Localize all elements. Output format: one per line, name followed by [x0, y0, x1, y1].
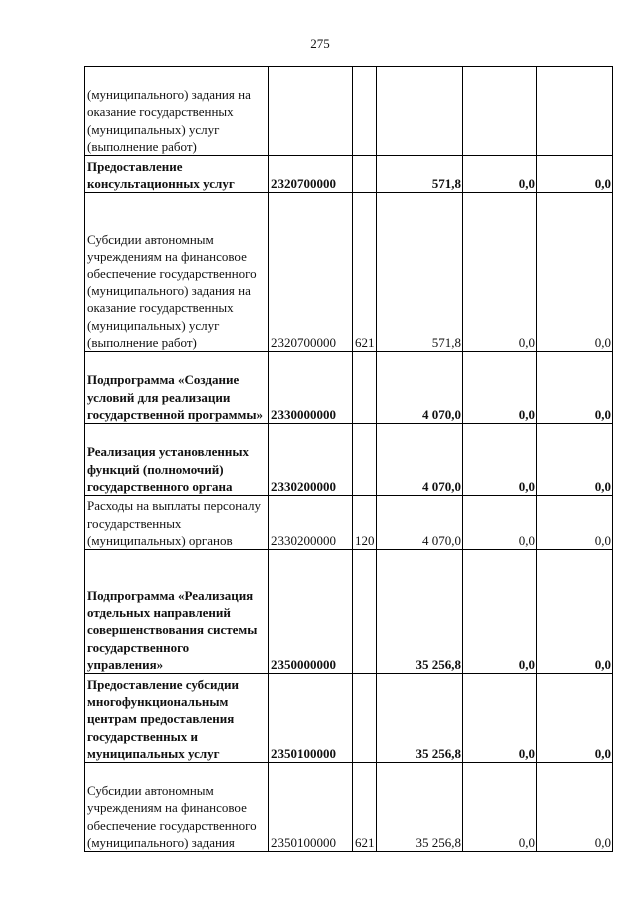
row-amount-3-cell: 0,0 — [537, 424, 613, 496]
row-amount-3-cell: 0,0 — [537, 156, 613, 193]
row-amount-3-cell: 0,0 — [537, 193, 613, 352]
table-row — [85, 352, 613, 424]
row-amount-1-cell: 35 256,8 — [377, 550, 463, 674]
table-row — [85, 674, 613, 763]
row-name-cell: Реализация установленных функций (полномочий) государственного органа — [85, 424, 269, 496]
row-amount-1-cell: 35 256,8 — [377, 763, 463, 852]
row-amount-1-cell — [377, 67, 463, 156]
row-amount-3-cell: 0,0 — [537, 550, 613, 674]
row-amount-2-cell: 0,0 — [463, 193, 537, 352]
row-expense-type-cell: 621 — [353, 763, 377, 852]
row-name-cell: (муниципального) задания на оказание государственных (муниципальных) услуг (выполнение работ) — [85, 67, 269, 156]
row-code-cell: 2330200000 — [269, 424, 353, 496]
row-amount-2-cell: 0,0 — [463, 352, 537, 424]
row-expense-type-cell — [353, 550, 377, 674]
row-amount-1-cell: 4 070,0 — [377, 352, 463, 424]
row-code-cell: 2330000000 — [269, 352, 353, 424]
row-amount-2-cell: 0,0 — [463, 424, 537, 496]
row-name-cell: Предоставление консультационных услуг — [85, 156, 269, 193]
row-amount-1-cell: 571,8 — [377, 193, 463, 352]
table-row — [85, 424, 613, 496]
row-code-cell: 2350100000 — [269, 674, 353, 763]
row-amount-2-cell: 0,0 — [463, 550, 537, 674]
row-amount-2-cell: 0,0 — [463, 674, 537, 763]
row-expense-type-cell — [353, 674, 377, 763]
row-code-cell: 2350000000 — [269, 550, 353, 674]
row-code-cell: 2330200000 — [269, 496, 353, 550]
row-code-cell: 2320700000 — [269, 156, 353, 193]
row-name-cell: Субсидии автономным учреждениям на финансовое обеспечение государственного (муниципального) задания на оказание государственных (муниципальных) услуг (выполнение работ) — [85, 193, 269, 352]
budget-table-body — [85, 67, 613, 852]
row-amount-3-cell: 0,0 — [537, 763, 613, 852]
table-row — [85, 550, 613, 674]
row-name-cell: Предоставление субсидии многофункциональным центрам предоставления государственных и муниципальных услуг — [85, 674, 269, 763]
row-expense-type-cell — [353, 67, 377, 156]
row-amount-3-cell — [537, 67, 613, 156]
row-expense-type-cell — [353, 424, 377, 496]
row-amount-2-cell — [463, 67, 537, 156]
row-amount-1-cell: 4 070,0 — [377, 424, 463, 496]
row-amount-3-cell: 0,0 — [537, 352, 613, 424]
row-expense-type-cell — [353, 156, 377, 193]
row-code-cell: 2350100000 — [269, 763, 353, 852]
row-amount-3-cell: 0,0 — [537, 674, 613, 763]
row-name-cell: Подпрограмма «Создание условий для реализации государственной программы» — [85, 352, 269, 424]
row-name-cell: Субсидии автономным учреждениям на финансовое обеспечение государственного (муниципального) задания — [85, 763, 269, 852]
row-code-cell: 2320700000 — [269, 193, 353, 352]
row-amount-2-cell: 0,0 — [463, 763, 537, 852]
row-amount-2-cell: 0,0 — [463, 156, 537, 193]
table-row — [85, 193, 613, 352]
row-amount-1-cell: 571,8 — [377, 156, 463, 193]
page-number: 275 — [310, 36, 330, 51]
table-row — [85, 67, 613, 156]
table-row — [85, 156, 613, 193]
row-code-cell — [269, 67, 353, 156]
row-expense-type-cell: 120 — [353, 496, 377, 550]
row-amount-3-cell: 0,0 — [537, 496, 613, 550]
row-expense-type-cell: 621 — [353, 193, 377, 352]
row-amount-1-cell: 4 070,0 — [377, 496, 463, 550]
budget-table — [84, 66, 613, 852]
row-expense-type-cell — [353, 352, 377, 424]
row-amount-2-cell: 0,0 — [463, 496, 537, 550]
row-name-cell: Расходы на выплаты персоналу государственных (муниципальных) органов — [85, 496, 269, 550]
row-amount-1-cell: 35 256,8 — [377, 674, 463, 763]
table-row — [85, 763, 613, 852]
row-name-cell: Подпрограмма «Реализация отдельных направлений совершенствования системы государственного управления» — [85, 550, 269, 674]
table-row — [85, 496, 613, 550]
